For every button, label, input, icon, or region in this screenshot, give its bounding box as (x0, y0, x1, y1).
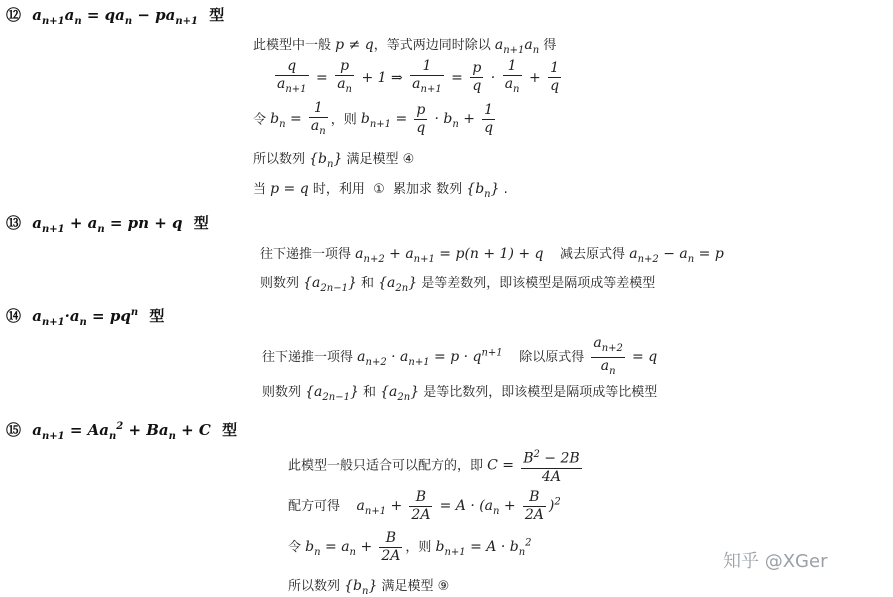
section-15-line-4: 所以数列 $\{b_n\}$ 满足模型 ⑨ (288, 578, 450, 597)
section-12-line-1: 此模型中一般 p ≠ q，等式两边同时除以 $a_{n+1}a_n$ 得 (253, 37, 557, 56)
section-14-kind: 型 (149, 307, 165, 325)
section-15-line-3: 令 $b_n = a_n$ + $\frac{B}{2A}$ ，则 $b_{n+1} = A \cdot b_n^2$ (288, 530, 532, 564)
section-15-heading (6, 419, 237, 442)
section-12-line-5: 当 p = q 时，利用 ① 累加求 数列 $\{b_n\}$ . (253, 181, 508, 200)
section-13-line-1: 往下递推一项得 $a_{n+2} + a_{n+1} = p(n + 1) + q$ 减去原式得 $a_{n+2} - a_n = p$ (260, 246, 724, 265)
section-14-line-1: 往下递推一项得 $a_{n+2} \cdot a_{n+1} = p \cdot q^{n+1}$ 除以原式得 $\frac{a_{n+2}}{a_n}$ = q (262, 335, 658, 377)
section-15-line-1: 此模型一般只适合可以配方的，即 C = $\frac{B^2 - 2B}{4A}$ (288, 446, 585, 486)
section-15-title: $a_{n+1} = Aa_n^2 + Ba_n + C$ (32, 421, 211, 442)
section-14-title: $a_{n+1}\cdot a_n = pq^n$ (32, 307, 139, 328)
section-12-heading (6, 4, 224, 27)
section-13-title: $a_{n+1} + a_n$ = pn + q (32, 214, 183, 235)
section-12-number: ⑫ (6, 6, 22, 24)
section-12-line-2: $\frac{q}{a_{n+1}}$ = $\frac{p}{a_n}$ + 1 ⇒ $\frac{1}{a_{n+1}}$ = $\frac{p}{q}$ · $\frac{1}{a_n}$ + $\frac{1}{q}$ (277, 58, 560, 95)
section-15-kind: 型 (222, 421, 238, 439)
section-15-number: ⑮ (6, 421, 22, 439)
section-13-kind: 型 (193, 214, 209, 232)
section-13-number: ⑬ (6, 214, 22, 232)
section-13-line-2: 则数列 $\{a_{2n-1}\}$ 和 $\{a_{2n}\}$ 是等差数列，即该模型是隔项成等差模型 (260, 275, 656, 294)
section-15-line-2: 配方可得 $a_{n+1}$ + $\frac{B}{2A}$ = $A \cdot (a_n$ + $\frac{B}{2A}$ )$^2$ (288, 489, 561, 523)
section-13-heading (6, 212, 209, 235)
section-12-line-3: 令 $b_n$ = $\frac{1}{a_n}$ ，则 $b_{n+1}$ = $\frac{p}{q}$ · $b_n$ + $\frac{1}{q}$ (253, 100, 494, 137)
section-14-number: ⑭ (6, 307, 22, 325)
section-12-title: $a_{n+1}a_n = qa_n - pa_{n+1}$ (32, 6, 198, 27)
zhihu-watermark: 知乎 @XGer (723, 551, 828, 572)
section-12-line-4: 所以数列 $\{b_n\}$ 满足模型 ④ (253, 151, 415, 170)
section-14-line-2: 则数列 $\{a_{2n-1}\}$ 和 $\{a_{2n}\}$ 是等比数列，即该模型是隔项成等比模型 (262, 384, 658, 403)
section-12-kind: 型 (209, 6, 225, 24)
section-14-heading (6, 305, 164, 328)
